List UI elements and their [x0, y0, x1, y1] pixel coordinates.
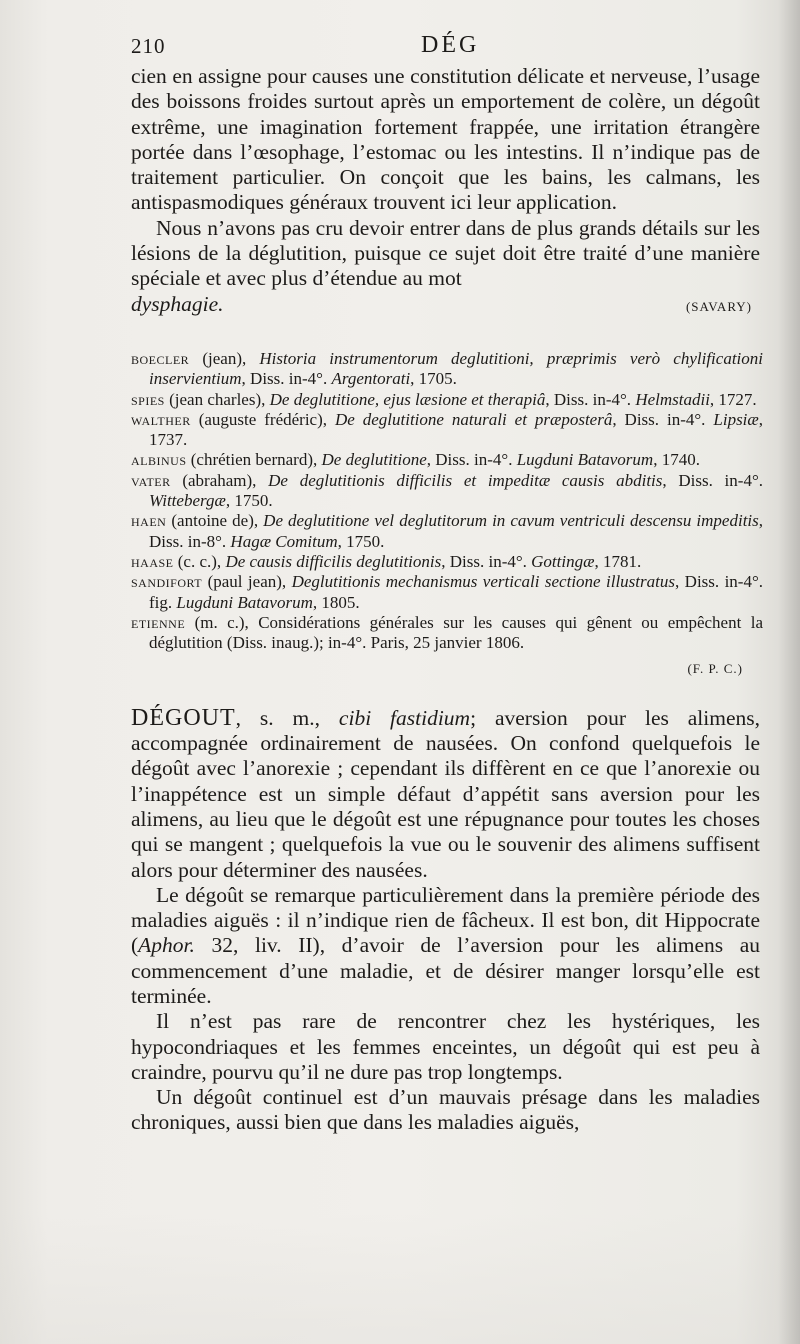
bibliography-entry	[131, 471, 763, 512]
paragraph-text: Le dégoût se remarque particulièrement dans la première période des maladies aiguës : il n’indique rien de fâcheux. Il est bon, dit Hippocrate (	[131, 882, 760, 958]
entry-author: albinus	[131, 450, 187, 470]
entry-title: De deglutitione vel deglutitorum in cavum ventriculi descensu impeditis	[263, 511, 759, 531]
entry-place: Helmstadii	[635, 389, 710, 409]
entry-year: , 1705.	[410, 369, 457, 389]
entry-author: spies	[131, 389, 165, 409]
reference-italic: Aphor.	[138, 933, 195, 958]
entry-title: De deglutitionis difficilis et impeditæ causis abditis	[268, 470, 663, 490]
entry-place: Gottingæ	[531, 551, 595, 571]
entry-author-detail: (c. c.),	[177, 551, 226, 571]
article-paragraph	[131, 883, 760, 1009]
entry-format: , Diss. in-4°.	[612, 409, 714, 429]
entry-year: , 1750.	[225, 491, 273, 511]
bibliography-entry	[131, 349, 763, 390]
entry-format: , Diss. in-4°.	[545, 389, 636, 409]
entry-year: , 1750.	[337, 531, 385, 551]
entry-author: sandifort	[131, 572, 203, 592]
entry-format: , Diss. in-4°.	[426, 450, 517, 470]
entry-author-detail: (auguste frédéric),	[198, 409, 335, 429]
bibliography-entry	[131, 450, 763, 470]
entry-author-detail: (antoine de),	[171, 511, 264, 531]
entry-author: walther	[131, 409, 191, 429]
entry-author: vater	[131, 470, 171, 490]
entry-place: Lipsiæ	[713, 409, 759, 429]
entry-title: Historia instrumentorum deglutitioni, præprimis verò chylificationi inservientium	[149, 348, 763, 389]
entry-format: Considérations générales sur les causes qui gênent ou empêchent la déglutition (Diss. inaug.); in-4°. Paris, 25 janvier 1806.	[149, 612, 763, 653]
bibliography-signature: (F. P. C.)	[687, 661, 743, 677]
entry-year: , 1740.	[653, 450, 700, 470]
article-headword: DÉGOUT	[131, 704, 236, 731]
entry-format: , Diss. in-8°.	[149, 511, 764, 551]
entry-place: Wittebergæ	[149, 491, 226, 511]
entry-author-detail: (abraham),	[182, 470, 269, 490]
paragraph: cien en assigne pour causes une constitution délicate et nerveuse, l’usage des boissons froides surtout après un emportement de colère, un dégoût extrême, une imagination fortement frappée, une irritation étrangère portée dans l’œsophage, l’estomac ou les intestins. Il n’indique pas de traitement particulier. On conçoit que les bains, les calmans, les antispasmodiques généraux trouvent ici leur application.	[131, 64, 760, 215]
entry-author-detail: (jean),	[202, 348, 260, 368]
bibliography	[131, 349, 763, 680]
entry-place: Lugduni Batavorum	[516, 450, 654, 470]
entry-title: Deglutitionis mechanismus verticali sectione illustratus	[291, 572, 675, 592]
paragraph-text: 32, liv. II), d’avoir de l’aversion pour les alimens au commencement d’une maladie, et de désirer manger lorsqu’elle est terminée.	[131, 933, 760, 1008]
entry-year: , 1781.	[594, 551, 642, 571]
bibliography-entry	[131, 552, 763, 572]
page-number: 210	[131, 34, 166, 58]
entry-year: , 1805.	[312, 592, 360, 612]
article-first-paragraph	[131, 706, 760, 883]
bibliography-entry	[131, 613, 763, 654]
entry-author-detail: (chrétien bernard),	[190, 450, 322, 470]
entry-author-detail: (jean charles),	[169, 389, 270, 409]
cross-reference-word: dysphagie.	[131, 291, 224, 316]
article-degout	[131, 706, 760, 1136]
closing-line	[131, 292, 760, 319]
article-latin-term: cibi fastidium	[338, 705, 471, 730]
entry-title: De deglutitione	[321, 450, 427, 470]
entry-author-detail: (m. c.),	[194, 612, 259, 632]
entry-format: , Diss. in-4°.	[241, 369, 332, 389]
entry-author-detail: (paul jean),	[207, 572, 292, 592]
bibliography-entry	[131, 572, 763, 613]
entry-year: , 1737.	[149, 409, 763, 450]
closing-paragraph	[131, 216, 760, 292]
bibliography-entry	[131, 390, 763, 410]
page-shading	[0, 1214, 800, 1344]
article-paragraph: Il n’est pas rare de rencontrer chez les hystériques, les hypocondriaques et les femmes enceintes, un dégoût qui est peu à craindre, pourvu qu’il ne dure pas trop longtemps.	[131, 1009, 760, 1084]
entry-format: , Diss. in-4°.	[662, 470, 763, 490]
entry-title: De deglutitione, ejus læsione et therapiâ	[269, 389, 546, 409]
page-edge-shadow	[778, 0, 800, 1344]
paragraph-text: ; aversion pour les alimens, accompagnée ordinairement de nausées. On confond quelquefois le dégoût avec l’anorexie ; cependant ils diffèrent en ce que l’anorexie ou l’inappétence est un simple défaut d’appétit sans aversion pour les alimens, au lieu que le dégoût est une répugnance pour toutes les choses qui se mangent ; quelquefois la vue ou le souvenir des alimens suffisent alors pour déterminer des nausées.	[131, 705, 760, 882]
entry-title: De deglutitione naturali et præposterâ	[334, 409, 613, 429]
article-grammar: , s. m.,	[235, 705, 339, 730]
paragraph-text: Nous n’avons pas cru devoir entrer dans de plus grands détails sur les lésions de la déglutition, puisque ce sujet doit être traité d’une manière spéciale et avec plus d’étendue au mot	[131, 215, 760, 291]
entry-format: , Diss. in-4°.	[441, 551, 532, 571]
entry-author: boecler	[131, 348, 190, 368]
entry-format: , Diss. in-4°. fig.	[149, 572, 764, 612]
author-signature: (SAVARY)	[685, 298, 752, 314]
article-paragraph: Un dégoût continuel est d’un mauvais présage dans les maladies chroniques, aussi bien que dans les maladies aiguës,	[131, 1085, 760, 1135]
entry-place: Lugduni Batavorum	[176, 592, 313, 612]
entry-year: , 1727.	[709, 389, 757, 409]
entry-place: Hagæ Comitum	[230, 531, 338, 551]
entry-title: De causis difficilis deglutitionis	[225, 551, 442, 571]
bibliography-entry	[131, 511, 763, 552]
entry-author: haase	[131, 551, 174, 571]
running-head: DÉG	[421, 32, 480, 58]
entry-place: Argentorati	[331, 369, 411, 389]
entry-author: haen	[131, 511, 167, 531]
continued-article	[131, 64, 760, 319]
entry-author: etienne	[131, 612, 186, 632]
page-header	[131, 30, 760, 64]
bibliography-entry	[131, 410, 763, 451]
